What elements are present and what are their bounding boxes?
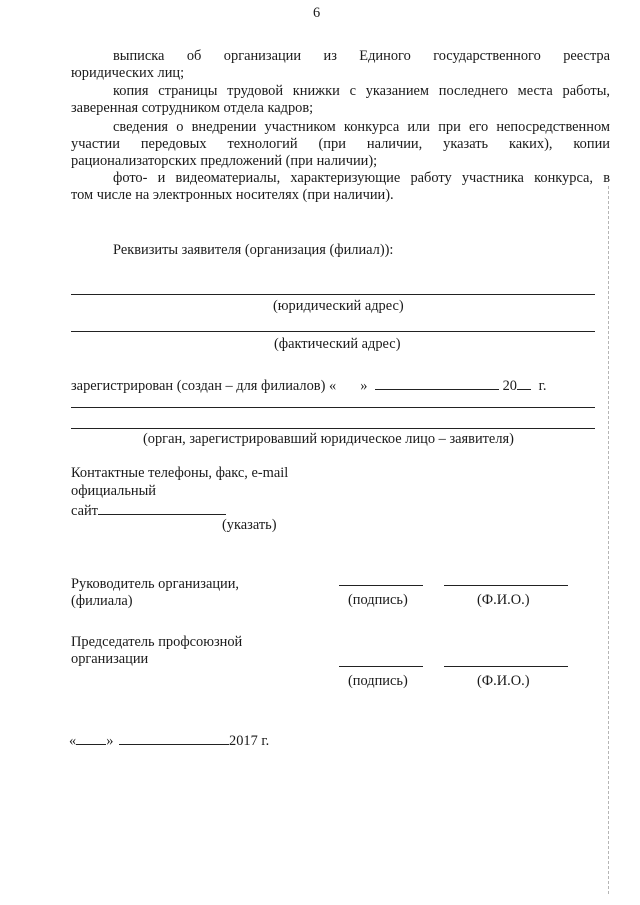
date-open-quote: « xyxy=(69,733,77,749)
legal-address-field xyxy=(71,294,595,295)
union-name-caption: (Ф.И.О.) xyxy=(477,673,530,689)
list-item-1-line-1: выписка об организации из Единого государственного реестра xyxy=(113,48,610,64)
contacts-line-3 xyxy=(71,501,226,518)
contacts-caption: (указать) xyxy=(222,517,277,533)
website-field xyxy=(98,501,226,515)
scan-edge xyxy=(608,186,609,894)
head-title-line-1: Руководитель организации, xyxy=(71,576,240,592)
list-item-2-line-2: заверенная сотрудником отдела кадров; xyxy=(71,100,314,116)
registration-year-suffix: г. xyxy=(538,378,547,394)
head-name-caption: (Ф.И.О.) xyxy=(477,592,530,608)
head-title-line-2: (филиала) xyxy=(71,593,133,609)
registration-year-field xyxy=(517,376,531,390)
union-signature-caption: (подпись) xyxy=(348,673,408,689)
list-item-3-line-2: участии передовых технологий (при наличии, указать каких), копии xyxy=(71,136,610,152)
registration-quote-close: » xyxy=(360,378,368,394)
registering-body-field-2 xyxy=(71,428,595,429)
contacts-line-1: Контактные телефоны, факс, e-mail xyxy=(71,465,289,481)
list-item-4-line-1: фото- и видеоматериалы, характеризующие работу участника конкурса, в xyxy=(113,170,610,186)
legal-address-caption: (юридический адрес) xyxy=(273,298,404,314)
union-title-line-2: организации xyxy=(71,651,149,667)
head-signature-field xyxy=(339,585,423,586)
actual-address-caption: (фактический адрес) xyxy=(274,336,401,352)
head-name-field xyxy=(444,585,568,586)
list-item-4-line-2: том числе на электронных носителях (при наличии). xyxy=(71,187,394,203)
registration-prefix: зарегистрирован (создан – для филиалов) « xyxy=(71,378,337,394)
list-item-1-line-2: юридических лиц; xyxy=(71,65,185,81)
registration-month-field xyxy=(375,376,499,390)
date-day-field xyxy=(76,731,106,745)
registering-body-caption: (орган, зарегистрировавший юридическое лицо – заявителя) xyxy=(143,431,514,447)
contacts-line-2: официальный xyxy=(71,483,156,499)
head-signature-caption: (подпись) xyxy=(348,592,408,608)
union-name-field xyxy=(444,666,568,667)
date-close-quote: » xyxy=(106,733,114,749)
union-title-line-1: Председатель профсоюзной xyxy=(71,634,243,650)
date-year: 2017 г. xyxy=(229,733,270,749)
registering-body-field-1 xyxy=(71,407,595,408)
union-signature-field xyxy=(339,666,423,667)
list-item-3-line-1: сведения о внедрении участником конкурса или при его непосредственном xyxy=(113,119,610,135)
requisites-heading: Реквизиты заявителя (организация (филиал)): xyxy=(113,242,394,258)
list-item-3-line-3: рационализаторских предложений (при наличии); xyxy=(71,153,378,169)
list-item-2-line-1: копия страницы трудовой книжки с указанием последнего места работы, xyxy=(113,83,610,99)
registration-day-blank xyxy=(336,377,360,390)
date-month-field xyxy=(119,731,229,745)
page-number: 6 xyxy=(313,5,321,21)
registration-year-prefix: 20 xyxy=(502,378,517,394)
actual-address-field xyxy=(71,331,595,332)
registration-row xyxy=(71,376,547,393)
website-label: сайт xyxy=(71,503,98,519)
date-line xyxy=(69,731,269,748)
